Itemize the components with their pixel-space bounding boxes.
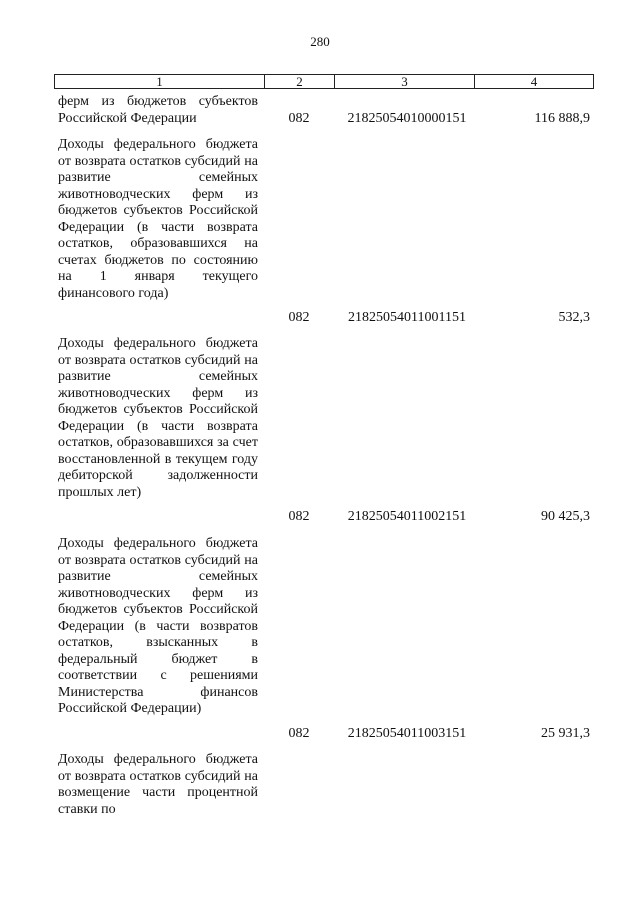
row-amount: 532,3: [558, 310, 590, 325]
row-amount: 116 888,9: [534, 111, 590, 126]
row-description: Доходы федерального бюджета от возврата остатков субсидий на развитие семейных животноводческих ферм из бюджетов субъектов Российской Федерации (в части возврата остатков, образовавшихся за счет восстановленной в текущем году дебиторской задолженности прошлых лет): [58, 336, 258, 500]
row-kbk: 21825054011003151: [347, 726, 467, 741]
row-amount: 90 425,3: [541, 509, 590, 524]
table-header: [54, 74, 594, 89]
page-number: 280: [310, 34, 330, 49]
column-header-3: 3: [335, 75, 475, 88]
row-code: 082: [288, 726, 310, 741]
row-description: Доходы федерального бюджета от возврата остатков субсидий на возмещение части процентной ставки по: [58, 752, 258, 817]
row-kbk: 21825054011001151: [348, 310, 466, 325]
row-description: ферм из бюджетов субъектов Российской Федерации: [58, 94, 258, 126]
row-kbk: 21825054011002151: [347, 509, 467, 524]
column-header-4: 4: [530, 74, 538, 89]
row-description: Доходы федерального бюджета от возврата остатков субсидий на развитие семейных животноводческих ферм из бюджетов субъектов Российской Федерации (в части возвратов остатков, взысканных в федеральный бюджет в соответствии с решениями Министерства финансов Российской Федерации): [58, 536, 258, 716]
row-amount: 25 931,3: [541, 726, 590, 741]
row-code: 082: [288, 310, 310, 325]
column-header-2: 2: [265, 75, 335, 88]
column-header-1: 1: [55, 75, 265, 88]
row-code: 082: [288, 509, 310, 524]
row-kbk: 21825054010000151: [347, 111, 467, 126]
row-description: Доходы федерального бюджета от возврата остатков субсидий на развитие семейных животноводческих ферм из бюджетов субъектов Российской Федерации (в части возврата остатков, образовавшихся на счетах бюджетов по состоянию на 1 января текущего финансового года): [58, 137, 258, 301]
row-code: 082: [288, 111, 310, 126]
